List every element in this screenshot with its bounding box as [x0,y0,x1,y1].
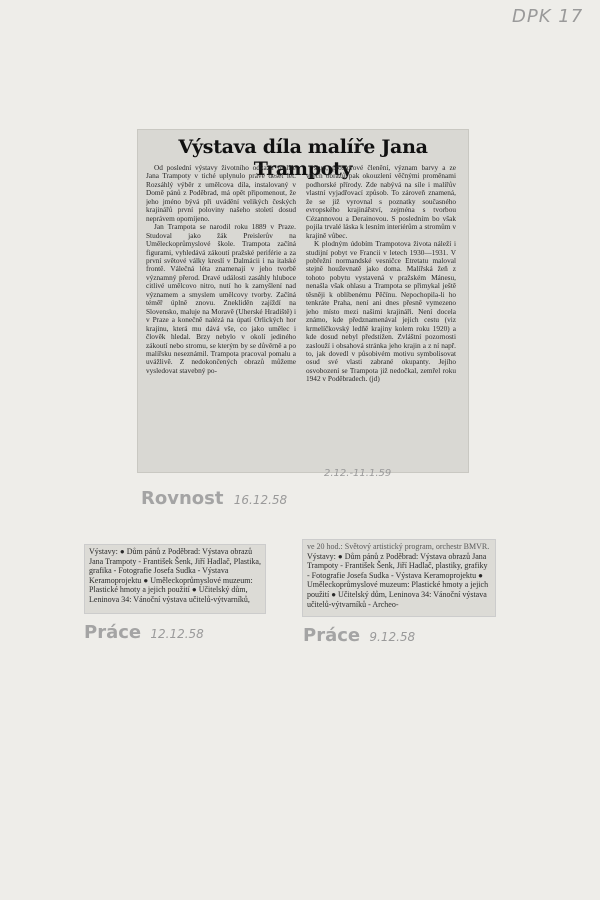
listing-text: Výstavy: ● Dům pánů z Poděbrad: Výstava obrazů Jana Trampoty - František Šenk, Jiří Hadlač, Plastika, grafika - Fotografie Josefa Sudka - Výstava Keramoprojektu ● Uměleckoprůmyslové muzeum: Plastické hmoty a jejich použití ● Učitelský dům, Leninova 34: Vánoční výstava učitelů-výtvarníků, [89,547,261,604]
listing-text: Výstavy: ● Dům pánů z Poděbrad: Výstava obrazů Jana Trampoty - František Šenk, Jiří Hadlač, plastiky, grafiky - Fotografie Josefa Sudka - Výstava Keramoprojektu ● Uměleckoprůmyslové muzeum: Plastické hmoty a jejich použití ● Učitelský dům, Leninova 34: Vánoční výstava učitelů-výtvarníků - Archeo- [307,551,489,609]
article-title: Výstava díla malíře Jana Trampoty [178,136,428,180]
article-column-right [306,164,456,464]
article-paragraph: Jan Trampota se narodil roku 1889 v Praze. Studoval jako žák Preislerův na Uměleckoprůmyslové škole. Trampota začíná figurami, vyhledává zákoutí pražské periférie a za první světové války kreslí v Dalmácii i na italské frontě. Válečná léta znamenají v jeho tvorbě významný přerod. Dravé události zasáhly hluboce citlivé umělcovo nitro, nutí ho k zamyšlení nad významem a smyslem umělcovy tvorby. Začíná téměř úplně znovu. Znekliděn zajíždí na Slovensko, maluje na Moravě (Uherské Hradiště) i v Praze a konečně nalézá na úpatí Orlických hor krajinu, která mu dává vše, co jako umělec i člověk hledal. Brzy nebylo v okolí jediného zákoutí nebo stromu, se kterým by se důvěrně a po malířsku neseznámil. Trampota pracoval pomalu a uvážlivě. Z nedokončených obrazů můžeme vysledovat stavebný po- [146,222,296,375]
pencil-date-note: 2.12.-11.1.59 [324,468,392,479]
article-body [146,164,462,464]
main-article-clipping [138,130,468,472]
article-paragraph: Od poslední výstavy životního odkazu malíře Jana Trampoty v tiché uplynulo právě deset let. Rozsáhlý výběr z umělcova díla, instalovaný v Domě pánů z Poděbrad, má opět připomenout, že jeho jméno bývá při uvádění velikých českých krajinářů první poloviny našeho století dosud neprávem opomíjeno. [146,164,296,223]
newspaper-stamp-prace-right: Práce 9.12.58 [303,625,416,646]
article-column-left [146,164,296,464]
left-listing-clipping [85,545,265,613]
listing-top-line: ve 20 hod.: Světový artistický program, orchestr BMVR. [307,542,490,551]
article-paragraph: K plodným údobím Trampotova života náleží i studijní pobyt ve Francii v letech 1930—1931. V pobřežní normandské vesničce Etretatu maloval stejně houževnatě jako doma. Malířská žeň z tohoto pobytu vystavená v pražském Mánesu, nenašla však ohlasu a Trampota se přimykal ještě těsněji k oblíbenému Pěčínu. Nepochopila-li ho tenkráte Praha, není ani dnes přesně vymezeno jeho místo mezi našimi krajináři. Není docela známo, kde předznamenával jejich cestu (viz krmelíčkovský ledňě krajiny kolem roku 1920) a kde dosud nebyl předstižen. Zvláštní pozornosti zaslouží i obsahová stránka jeho krajin a z ní např. to, jak dovedl v působivém motivu symbolisovat osud své vlasti zabrané okupanty. Jejího osvobození se Trampota již nedočkal, zemřel roku 1942 v Poděbradech. (jd) [306,239,456,384]
right-listing-clipping [303,540,495,616]
newspaper-stamp-rovnost: Rovnost 16.12.58 [141,488,288,509]
article-paragraph: stup, prostorové členění, význam barvy a ze všech obrazů pak okouzlení věčnými proměnami podhorské přírody. Zde nabývá na síle i malířův vlastní vyjadřovací způsob. To zároveň znamená, že se již vyrovnal s poznatky současného evropského krajinářství, zejména s tvorbou Cézannovou a Derainovou. S posledním bo však pojila trvalé láska k lesním interiérům a stromům v krajině vůbec. [306,164,456,240]
newspaper-stamp-prace-left: Práce 12.12.58 [84,622,204,643]
archive-number-note: DPK 17 [512,6,584,27]
